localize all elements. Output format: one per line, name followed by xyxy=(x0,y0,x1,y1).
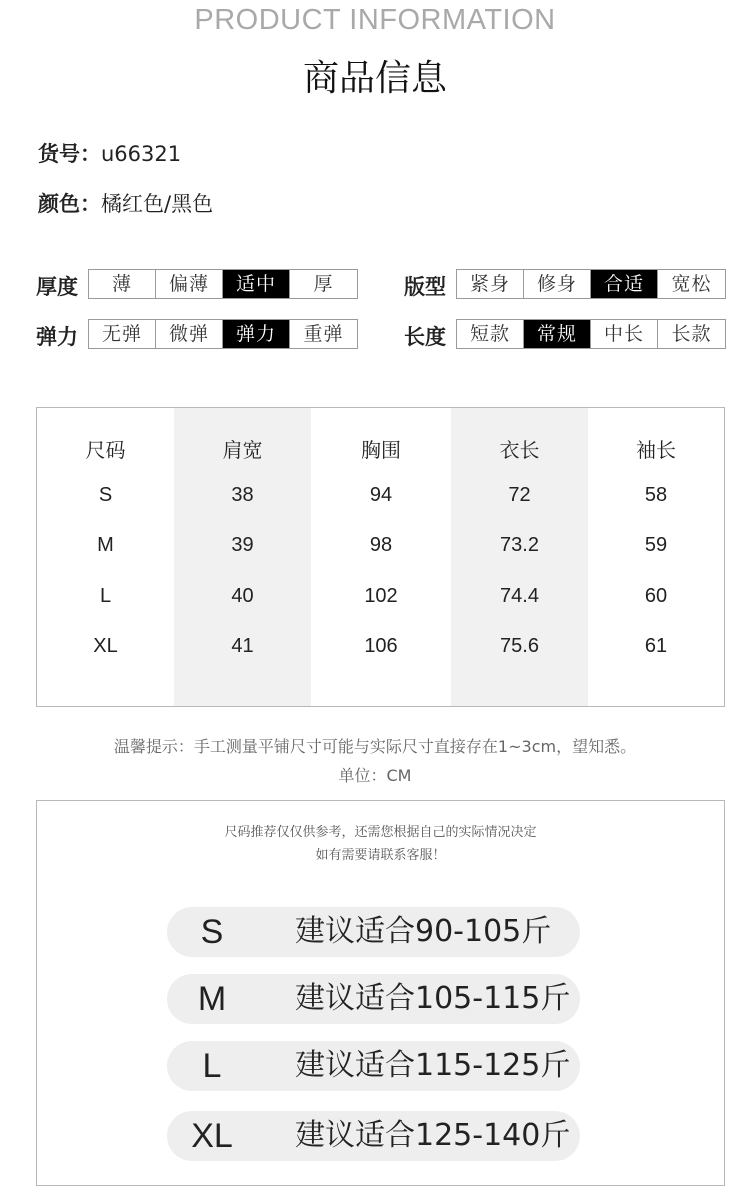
recommendation-contact: 如有需要请联系客服！ xyxy=(315,848,446,863)
length-option: 短款 xyxy=(457,320,524,348)
length-option-selected: 常规 xyxy=(524,320,591,348)
elasticity-option: 重弹 xyxy=(303,323,344,345)
table-header: 尺码 xyxy=(85,438,126,462)
elasticity-option: 微弹 xyxy=(156,320,223,348)
shoulder-column xyxy=(174,408,311,706)
sleeve-column xyxy=(588,408,724,706)
unit-note: 单位：CM xyxy=(338,766,412,785)
pill-size: L xyxy=(202,1047,222,1085)
table-cell: 74.4 xyxy=(500,585,539,607)
table-cell: 61 xyxy=(644,635,668,657)
size-recommendation-box xyxy=(36,800,725,1186)
table-cell: M xyxy=(97,534,114,556)
table-cell: 41 xyxy=(231,635,254,657)
size-table xyxy=(36,407,725,707)
elasticity-label: 弹力 xyxy=(36,325,78,349)
table-cell: 94 xyxy=(369,484,393,506)
table-cell: XL xyxy=(93,635,118,657)
table-cell: 98 xyxy=(369,534,393,556)
thickness-option-selected: 适中 xyxy=(223,270,290,298)
length-option: 中长 xyxy=(591,320,658,348)
chest-column xyxy=(311,408,451,706)
table-cell: 102 xyxy=(364,585,398,607)
thickness-options xyxy=(88,269,358,299)
fit-options xyxy=(456,269,726,299)
elasticity-option-selected: 弹力 xyxy=(223,320,290,348)
item-number-row xyxy=(38,138,181,168)
table-cell: 73.2 xyxy=(500,534,539,556)
size-column xyxy=(37,408,174,706)
recommendation-pill xyxy=(167,1111,580,1161)
table-cell: 59 xyxy=(644,534,668,556)
recommendation-pill xyxy=(167,1041,580,1091)
table-header: 袖长 xyxy=(636,438,676,462)
item-number-value: u66321 xyxy=(101,142,182,166)
pill-size: M xyxy=(197,980,227,1018)
measurement-tip: 温馨提示：手工测量平铺尺寸可能与实际尺寸直接存在1~3cm，望知悉。 xyxy=(113,737,637,756)
length-label: 长度 xyxy=(404,325,446,349)
item-number-label: 货号： xyxy=(38,142,101,166)
recommendation-tip: 尺码推荐仅仅供参考，还需您根据自己的实际情况决定 xyxy=(224,825,537,840)
header-title-en: PRODUCT INFORMATION xyxy=(194,4,556,36)
pill-text: 建议适合90-105斤 xyxy=(295,914,552,949)
fit-option: 宽松 xyxy=(671,273,712,295)
thickness-label: 厚度 xyxy=(36,275,78,299)
table-cell: 40 xyxy=(231,585,254,607)
thickness-option: 偏薄 xyxy=(156,270,223,298)
table-cell: 106 xyxy=(364,635,398,657)
length-option: 长款 xyxy=(671,323,712,345)
table-cell: 75.6 xyxy=(500,635,539,657)
elasticity-option: 无弹 xyxy=(89,320,156,348)
fit-option-selected: 合适 xyxy=(591,270,658,298)
table-cell: S xyxy=(98,484,113,506)
fit-option: 修身 xyxy=(524,270,591,298)
table-cell: L xyxy=(99,585,112,607)
table-header: 衣长 xyxy=(499,438,540,462)
table-header: 肩宽 xyxy=(222,438,263,462)
table-cell: 60 xyxy=(644,585,668,607)
length-options xyxy=(456,319,726,349)
recommendation-pill xyxy=(167,907,580,957)
fit-label: 版型 xyxy=(404,275,446,299)
header-title-cn: 商品信息 xyxy=(302,58,447,99)
pill-size: S xyxy=(200,913,224,951)
fit-option: 紧身 xyxy=(457,270,524,298)
thickness-option: 厚 xyxy=(313,273,334,295)
pill-text: 建议适合115-125斤 xyxy=(295,1048,571,1083)
table-cell: 39 xyxy=(231,534,254,556)
thickness-option: 薄 xyxy=(89,270,156,298)
pill-text: 建议适合105-115斤 xyxy=(295,981,571,1016)
recommendation-pill xyxy=(167,974,580,1024)
color-row xyxy=(38,188,213,218)
elasticity-options xyxy=(88,319,358,349)
color-value: 橘红色/黑色 xyxy=(101,192,214,216)
table-cell: 58 xyxy=(644,484,668,506)
color-label: 颜色： xyxy=(38,192,101,216)
length-column xyxy=(451,408,588,706)
pill-size: XL xyxy=(191,1117,233,1155)
table-header: 胸围 xyxy=(361,438,401,462)
table-cell: 38 xyxy=(231,484,254,506)
pill-text: 建议适合125-140斤 xyxy=(295,1118,571,1153)
table-cell: 72 xyxy=(508,484,531,506)
